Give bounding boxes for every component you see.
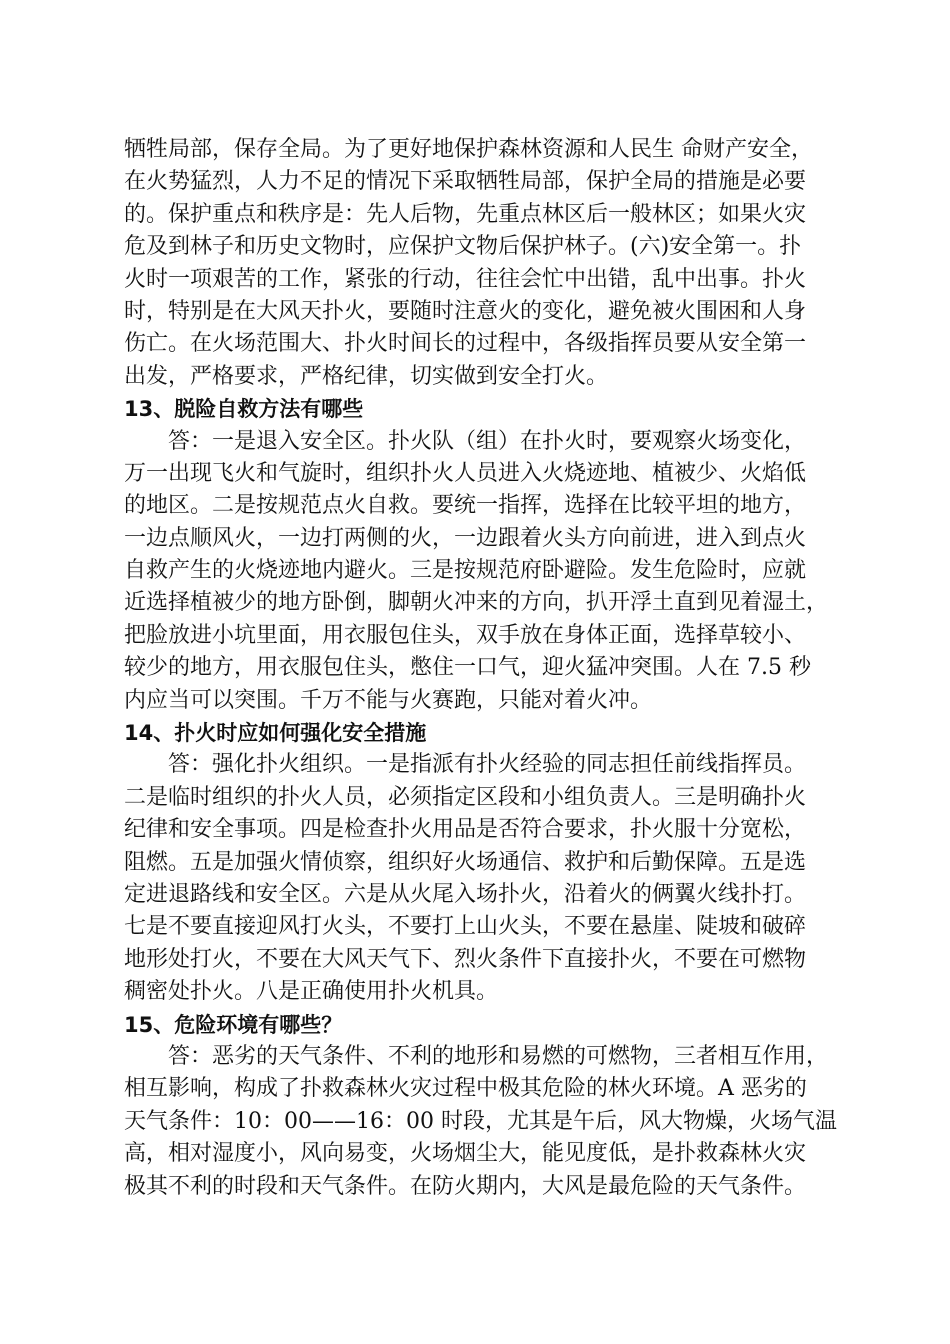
paragraph-line: 的。保护重点和秩序是：先人后物，先重点林区后一般林区；如果火灾 (124, 201, 807, 227)
document-body (124, 134, 837, 1203)
paragraph-line: 相互影响，构成了扑救森林火灾过程中极其危险的林火环境。A 恶劣的 (124, 1076, 807, 1102)
paragraph-line: 出发，严格要求，严格纪律，切实做到安全打火。 (124, 363, 609, 389)
paragraph-line: 一边点顺风火，一边打两侧的火，一边跟着火头方向前进，进入到点火 (124, 525, 807, 551)
paragraph-line: 定进退路线和安全区。六是从火尾入场扑火，沿着火的俩翼火线扑打。 (124, 881, 807, 907)
paragraph-line: 伤亡。在火场范围大、扑火时间长的过程中，各级指挥员要从安全第一 (124, 331, 807, 357)
paragraph-line: 高，相对湿度小，风向易变，火场烟尘大，能见度低，是扑救森林火灾 (124, 1141, 807, 1167)
paragraph-line: 时，特别是在大风天扑火，要随时注意火的变化，避免被火围困和人身 (124, 298, 807, 324)
paragraph-line: 在火势猛烈，人力不足的情况下采取牺牲局部，保护全局的措施是必要 (124, 169, 807, 195)
paragraph-line: 阻燃。五是加强火情侦察，组织好火场通信、救护和后勤保障。五是选 (124, 849, 807, 875)
paragraph-line: 内应当可以突围。千万不能与火赛跑，只能对着火冲。 (124, 687, 653, 713)
paragraph-line: 天气条件：10：00——16：00 时段，尤其是午后，风大物燥，火场气温 (124, 1108, 837, 1134)
paragraph-line: 答：一是退入安全区。扑火队（组）在扑火时，要观察火场变化， (168, 428, 807, 454)
paragraph-line: 牺牲局部，保存全局。为了更好地保护森林资源和人民生 命财产安全， (124, 137, 813, 162)
paragraph-line: 二是临时组织的扑火人员，必须指定区段和小组负责人。三是明确扑火 (124, 784, 807, 810)
paragraph-line: 地形处打火，不要在大风天气下、烈火条件下直接扑火，不要在可燃物 (124, 946, 807, 972)
paragraph-line: 火时一项艰苦的工作，紧张的行动，往往会忙中出错，乱中出事。扑火 (124, 266, 807, 292)
paragraph-line: 极其不利的时段和天气条件。在防火期内，大风是最危险的天气条件。 (124, 1173, 807, 1199)
section-heading: 13、脱险自救方法有哪些 (124, 397, 364, 422)
paragraph-line: 危及到林子和历史文物时，应保护文物后保护林子。(六)安全第一。扑 (124, 234, 802, 260)
paragraph-line: 把脸放进小坑里面，用衣服包住头，双手放在身体正面，选择草较小、 (124, 622, 807, 648)
paragraph-line: 万一出现飞火和气旋时，组织扑火人员进入火烧迹地、植被少、火焰低 (124, 460, 807, 486)
paragraph-line: 的地区。二是按规范点火自救。要统一指挥，选择在比较平坦的地方， (124, 493, 807, 519)
paragraph-line: 自救产生的火烧迹地内避火。三是按规范府卧避险。发生危险时，应就 (124, 558, 807, 584)
paragraph-line: 稠密处扑火。八是正确使用扑火机具。 (124, 979, 499, 1005)
section-heading: 14、扑火时应如何强化安全措施 (124, 721, 427, 746)
paragraph-line: 较少的地方，用衣服包住头，憋住一口气，迎火猛冲突围。人在 7.5 秒 (124, 655, 811, 681)
paragraph-line: 纪律和安全事项。四是检查扑火用品是否符合要求，扑火服十分宽松， (124, 817, 807, 843)
paragraph-line: 七是不要直接迎风打火头，不要打上山火头，不要在悬崖、陡坡和破碎 (124, 914, 807, 940)
paragraph-line: 答：强化扑火组织。一是指派有扑火经验的同志担任前线指挥员。 (168, 752, 807, 778)
paragraph-line: 近选择植被少的地方卧倒，脚朝火冲来的方向，扒开浮土直到见着湿土， (124, 590, 829, 616)
section-heading: 15、危险环境有哪些？ (124, 1012, 343, 1037)
paragraph-line: 答：恶劣的天气条件、不利的地形和易燃的可燃物，三者相互作用， (168, 1043, 829, 1069)
